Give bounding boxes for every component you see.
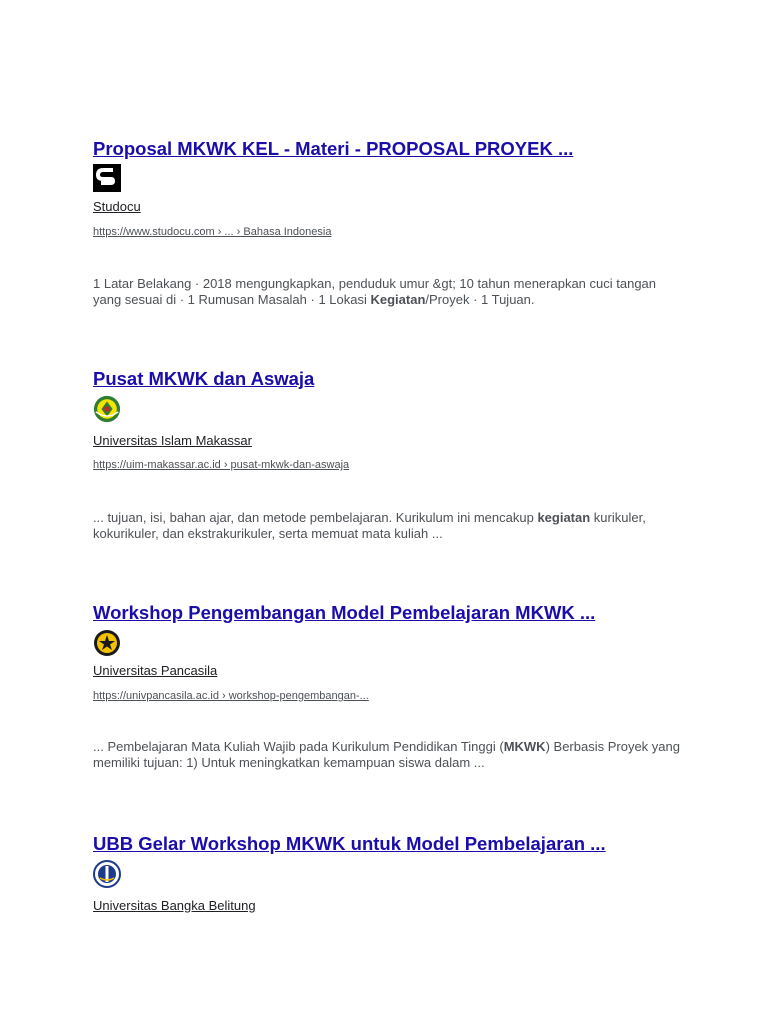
result-site-name[interactable]: Universitas Bangka Belitung: [93, 898, 256, 913]
result-site-name[interactable]: Studocu: [93, 199, 141, 214]
ubb-emblem-icon[interactable]: [93, 860, 121, 888]
uim-emblem-icon[interactable]: [93, 395, 121, 423]
search-result: [93, 368, 693, 541]
result-snippet: ... Pembelajaran Mata Kuliah Wajib pada Kurikulum Pendidikan Tinggi (MKWK) Berbasis Proyek yang memiliki tujuan: 1) Untuk meningkatkan kemampuan siswa dalam ...: [93, 739, 680, 770]
result-title-link[interactable]: Proposal MKWK KEL - Materi - PROPOSAL PROYEK ...: [93, 138, 574, 159]
result-site-name[interactable]: Universitas Islam Makassar: [93, 433, 252, 448]
result-snippet: 1 Latar Belakang · 2018 mengungkapkan, penduduk umur &gt; 10 tahun menerapkan cuci tangan yang sesuai di · 1 Rumusan Masalah · 1 Lokasi Kegiatan/Proyek · 1 Tujuan.: [93, 276, 657, 307]
result-site-name[interactable]: Universitas Pancasila: [93, 663, 218, 678]
search-result: [93, 602, 693, 770]
result-title-link[interactable]: Pusat MKWK dan Aswaja: [93, 368, 315, 389]
result-title-link[interactable]: UBB Gelar Workshop MKWK untuk Model Pembelajaran ...: [93, 833, 606, 854]
search-result: [93, 138, 693, 307]
result-url[interactable]: https://uim-makassar.ac.id › pusat-mkwk-dan-aswaja: [93, 459, 350, 471]
pancasila-emblem-icon[interactable]: [93, 629, 121, 657]
search-result: [93, 833, 693, 913]
result-url[interactable]: https://www.studocu.com › ... › Bahasa Indonesia: [93, 226, 332, 238]
result-snippet: ... tujuan, isi, bahan ajar, dan metode pembelajaran. Kurikulum ini mencakup kegiatan kurikuler, kokurikuler, dan ekstrakurikuler, serta memuat mata kuliah ...: [93, 510, 646, 541]
result-url[interactable]: https://univpancasila.ac.id › workshop-pengembangan-...: [93, 690, 369, 702]
studocu-logo-icon[interactable]: [93, 164, 121, 192]
result-title-link[interactable]: Workshop Pengembangan Model Pembelajaran MKWK ...: [93, 602, 596, 623]
